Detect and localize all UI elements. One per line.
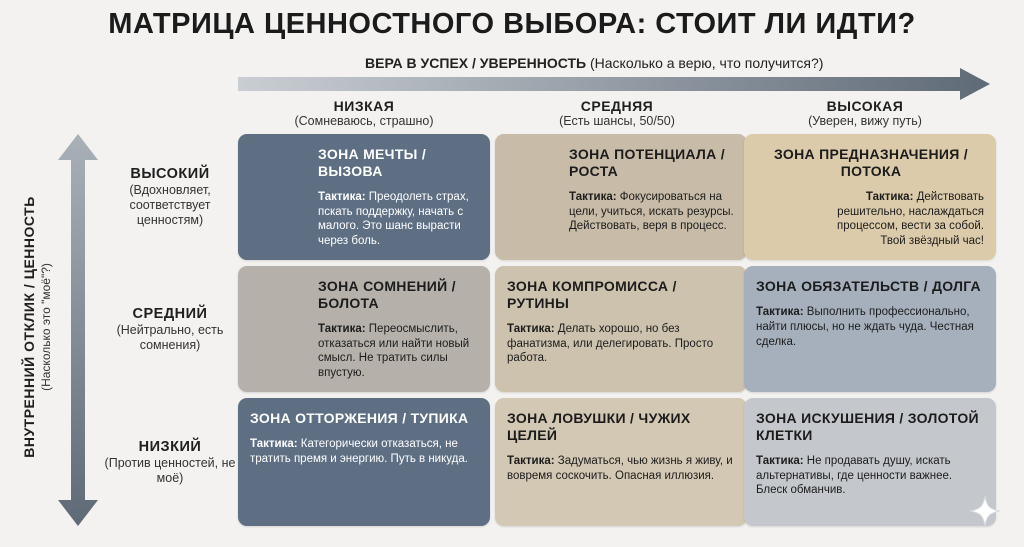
zone-title: ЗОНА ЛОВУШКИ / ЧУЖИХ ЦЕЛЕЙ [507,410,691,443]
zone-tactic [250,437,478,467]
tactic-label: Тактика: [865,190,914,203]
y-axis-label [21,117,54,537]
tactic-text: Фокусироваться на цели, учиться, искать резурсы. Действовать, веря в процесс. [569,190,734,233]
tactic-label: Тактика: [756,454,804,467]
page-title: МАТРИЦА ЦЕННОСТНОГО ВЫБОРА: СТОИТ ЛИ ИДТИ? [108,8,916,40]
row-header-name: НИЗКИЙ [138,439,202,455]
zone-tactic [507,454,735,484]
zone-tactic [318,322,478,382]
column-header-low [239,98,489,128]
tactic-label: Тактика: [756,305,804,318]
column-header-sub: (Уверен, вижу путь) [808,114,922,129]
zone-title: ЗОНА СОМНЕНИЙ / БОЛОТА [318,278,456,311]
zone-compromise-routine [495,266,747,392]
column-header-name: НИЗКАЯ [333,98,395,114]
tactic-label: Тактика: [318,190,366,203]
zone-title: ЗОНА ПОТЕНЦИАЛА / РОСТА [569,146,725,179]
zone-tactic [758,190,984,250]
y-axis-title: ВНУТРЕННИЙ ОТКЛИК / ЦЕННОСТЬ [20,196,37,458]
row-header-sub: (Вдохновляет, соответствует ценностям) [129,183,211,228]
tactic-label: Тактика: [507,454,555,467]
zone-dream-challenge [238,134,490,260]
y-axis-subtitle: (Насколько это "моё"?) [38,263,53,391]
zone-title: ЗОНА КОМПРОМИССА / РУТИНЫ [507,278,677,311]
tactic-text: Не продавать душу, искать альтернативы, где ценности важнее. Блеск обманчив. [756,454,953,497]
row-header-medium [104,306,236,353]
column-header-medium [492,98,742,128]
row-header-sub: (Нейтрально, есть сомнения) [116,323,224,353]
zone-temptation-golden-cage [744,398,996,526]
zone-title: ЗОНА ПРЕДНАЗНАЧЕНИЯ / ПОТОКА [774,146,968,179]
tactic-label: Тактика: [250,437,298,450]
zone-purpose-flow [744,134,996,260]
row-header-low [104,439,236,486]
column-header-sub: (Сомневаюсь, страшно) [294,114,434,129]
y-axis-arrow-icon [58,134,98,526]
zone-potential-growth [495,134,747,260]
zone-rejection-deadend [238,398,490,526]
tactic-label: Тактика: [569,190,617,203]
column-header-name: СРЕДНЯЯ [580,98,654,114]
row-header-sub: (Против ценностей, не моё) [104,456,236,486]
column-header-high [740,98,990,128]
tactic-text: Переосмыслить, отказаться или найти новый смысл. Не тратить силы впустую. [318,322,470,380]
x-axis-subtitle: (Насколько а верю, что получится?) [590,55,824,71]
tactic-text: Действовать решительно, наслаждаться процессом, вести за собой. Твой звёздный час! [837,190,984,248]
zone-title: ЗОНА МЕЧТЫ / ВЫЗОВА [318,146,427,179]
zone-title: ЗОНА ИСКУШЕНИЯ / ЗОЛОТОЙ КЛЕТКИ [756,410,979,443]
x-axis-arrow-icon [238,68,990,100]
column-header-sub: (Есть шансы, 50/50) [559,114,675,129]
zone-tactic [318,190,478,250]
column-header-name: ВЫСОКАЯ [826,98,904,114]
sparkle-icon [968,494,1002,528]
tactic-text: Делать хорошо, но без фанатизма, или делегировать. Просто работа. [507,322,714,365]
zone-title: ЗОНА ОТТОРЖЕНИЯ / ТУПИКА [250,410,469,426]
zone-title: ЗОНА ОБЯЗАТЕЛЬСТВ / ДОЛГА [756,278,981,294]
zone-tactic [507,322,735,367]
zone-tactic [756,305,984,350]
row-header-high [104,166,236,228]
zone-tactic [569,190,735,235]
zone-obligation-duty [744,266,996,392]
tactic-text: Задуматься, чью жизнь я живу, и вовремя соскочить. Опасная иллюзия. [507,454,733,482]
row-header-name: СРЕДНИЙ [132,306,208,322]
tactic-label: Тактика: [318,322,366,335]
row-header-name: ВЫСОКИЙ [130,166,210,182]
zone-tactic [756,454,984,499]
x-axis-title: ВЕРА В УСПЕХ / УВЕРЕННОСТЬ [365,55,587,71]
tactic-text: Выполнить профессионально, найти плюсы, но не ждать чуда. Честная сделка. [756,305,974,348]
tactic-text: Преодолеть страх, пскать поддержку, начать с малого. Это шанс вырасти через боль. [318,190,469,248]
tactic-label: Тактика: [507,322,555,335]
zone-doubt-swamp [238,266,490,392]
zone-trap-foreign-goals [495,398,747,526]
tactic-text: Категорически отказаться, не тратить премя и энергию. Путь в никуда. [250,437,468,465]
